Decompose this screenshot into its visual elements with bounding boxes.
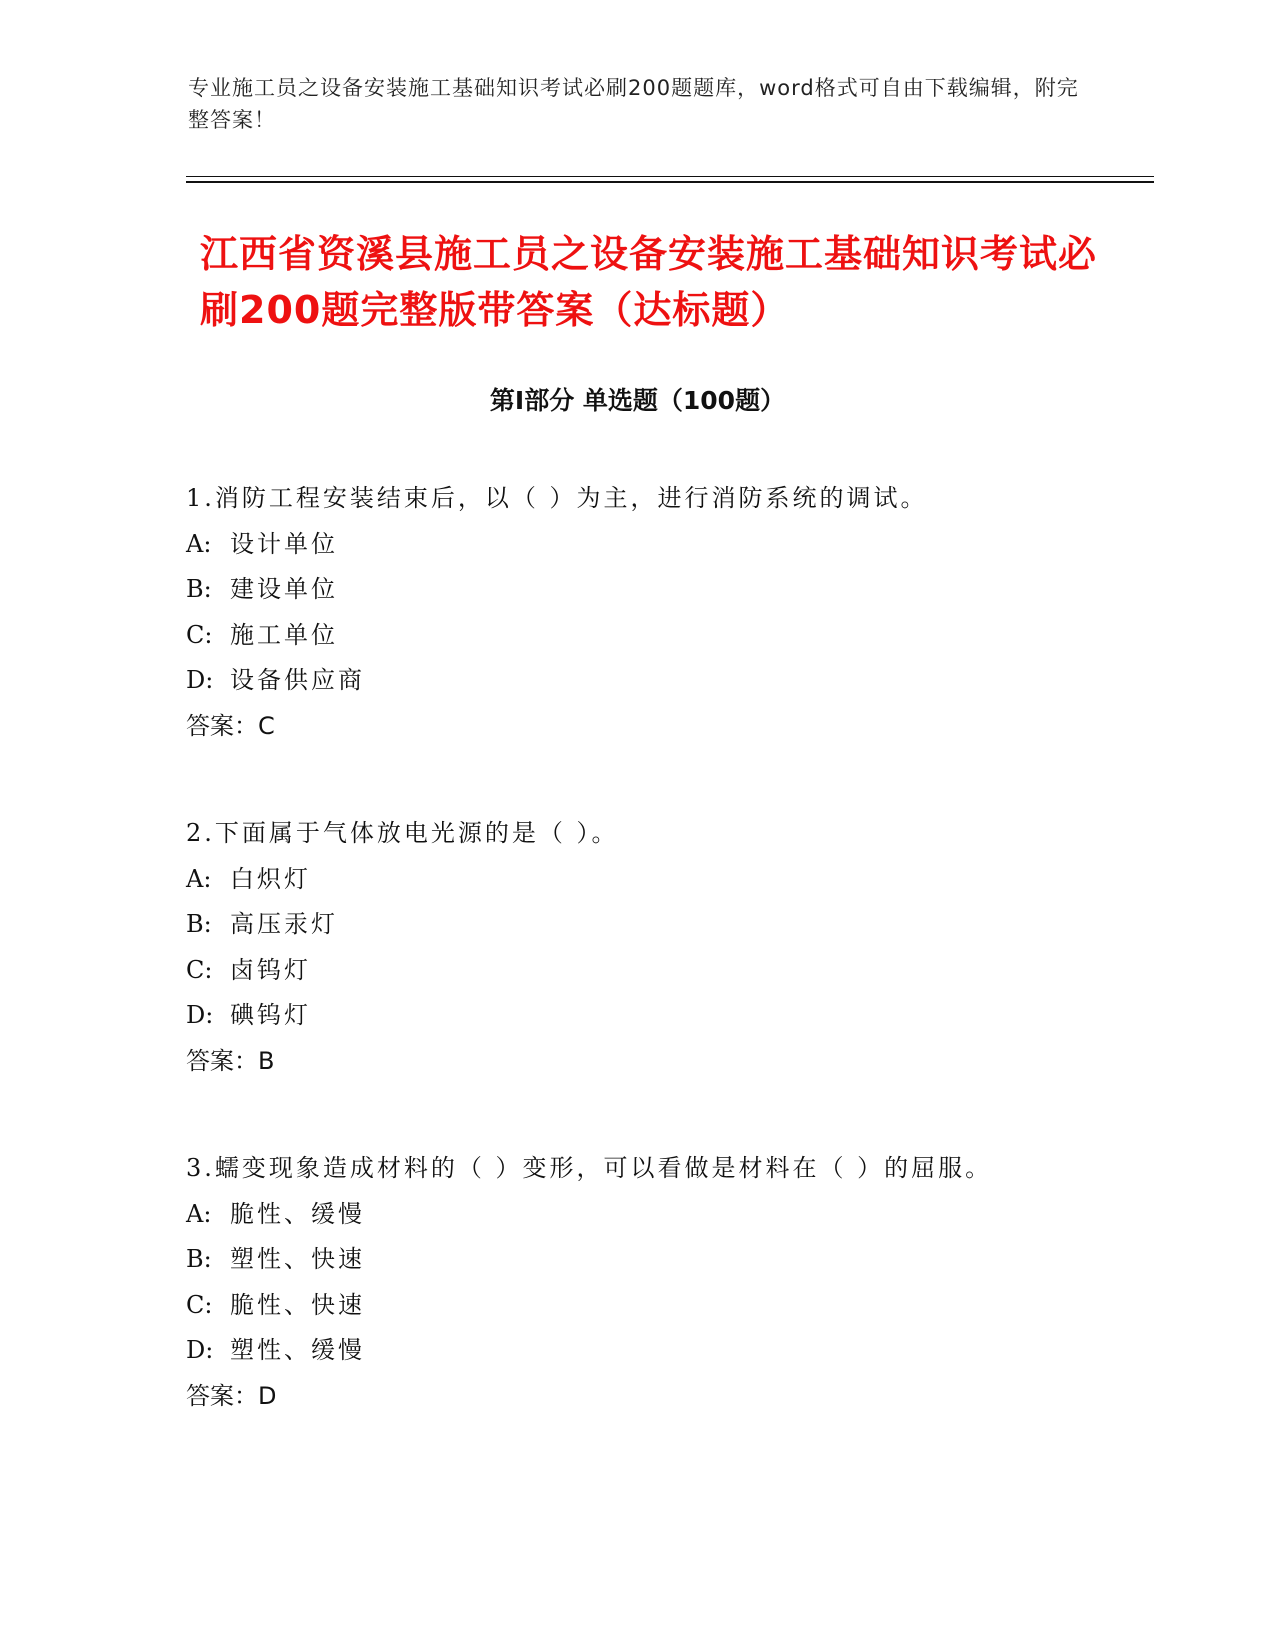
question-3 — [186, 1146, 1136, 1419]
answer-line — [186, 704, 1136, 750]
option-letter: B: — [186, 1245, 212, 1273]
option-c — [186, 948, 1136, 994]
question-1 — [186, 476, 1136, 749]
option-a — [186, 857, 1136, 903]
option-letter: D: — [186, 1336, 214, 1364]
section-heading: 第Ⅰ部分 单选题（100题） — [489, 386, 786, 415]
option-a — [186, 522, 1136, 568]
option-text: 白炽灯 — [230, 864, 311, 893]
option-c — [186, 1283, 1136, 1329]
option-letter: D: — [186, 666, 214, 694]
option-letter: C: — [186, 955, 213, 984]
question-stem: 3.蠕变现象造成材料的（ ）变形，可以看做是材料在（ ）的屈服。 — [186, 1154, 993, 1182]
question-list — [186, 476, 1136, 1481]
document-title: 江西省资溪县施工员之设备安装施工基础知识考试必刷200题完整版带答案（达标题） — [200, 232, 1098, 332]
header-divider-thin — [186, 176, 1154, 177]
answer-line — [186, 1374, 1136, 1420]
option-a — [186, 1192, 1136, 1238]
option-text: 建设单位 — [230, 575, 338, 603]
option-text: 塑性、缓慢 — [230, 1336, 365, 1364]
option-letter: D: — [186, 1001, 214, 1029]
option-text: 碘钨灯 — [230, 1001, 311, 1029]
question-stem: 2.下面属于气体放电光源的是（ ）。 — [186, 819, 619, 847]
option-b — [186, 567, 1136, 613]
answer-line — [186, 1039, 1136, 1085]
header-note: 专业施工员之设备安装施工基础知识考试必刷200题题库，word格式可自由下载编辑，附完整答案！ — [188, 76, 1079, 132]
option-b — [186, 1237, 1136, 1283]
option-letter: A: — [186, 864, 212, 893]
answer-label: 答案： — [186, 711, 258, 740]
option-b — [186, 902, 1136, 948]
question-2 — [186, 811, 1136, 1084]
option-letter: C: — [186, 620, 213, 649]
option-d — [186, 1328, 1136, 1374]
option-d — [186, 993, 1136, 1039]
answer-value: B — [258, 1046, 275, 1075]
option-text: 设计单位 — [230, 529, 338, 558]
answer-label: 答案： — [186, 1046, 258, 1075]
header-divider-thick — [186, 181, 1154, 183]
option-text: 施工单位 — [230, 620, 338, 649]
answer-label: 答案： — [186, 1381, 258, 1410]
option-text: 设备供应商 — [230, 666, 365, 694]
option-letter: B: — [186, 575, 212, 603]
option-letter: A: — [186, 1199, 212, 1228]
question-stem: 1.消防工程安装结束后，以（ ）为主，进行消防系统的调试。 — [186, 484, 928, 512]
option-letter: C: — [186, 1290, 213, 1319]
answer-value: C — [258, 711, 275, 740]
answer-value: D — [258, 1381, 277, 1410]
option-text: 高压汞灯 — [230, 910, 338, 938]
option-letter: A: — [186, 529, 212, 558]
option-d — [186, 658, 1136, 704]
option-text: 脆性、缓慢 — [230, 1199, 365, 1228]
option-text: 卤钨灯 — [230, 955, 311, 984]
option-letter: B: — [186, 910, 212, 938]
option-text: 塑性、快速 — [230, 1245, 365, 1273]
option-c — [186, 613, 1136, 659]
option-text: 脆性、快速 — [230, 1290, 365, 1319]
